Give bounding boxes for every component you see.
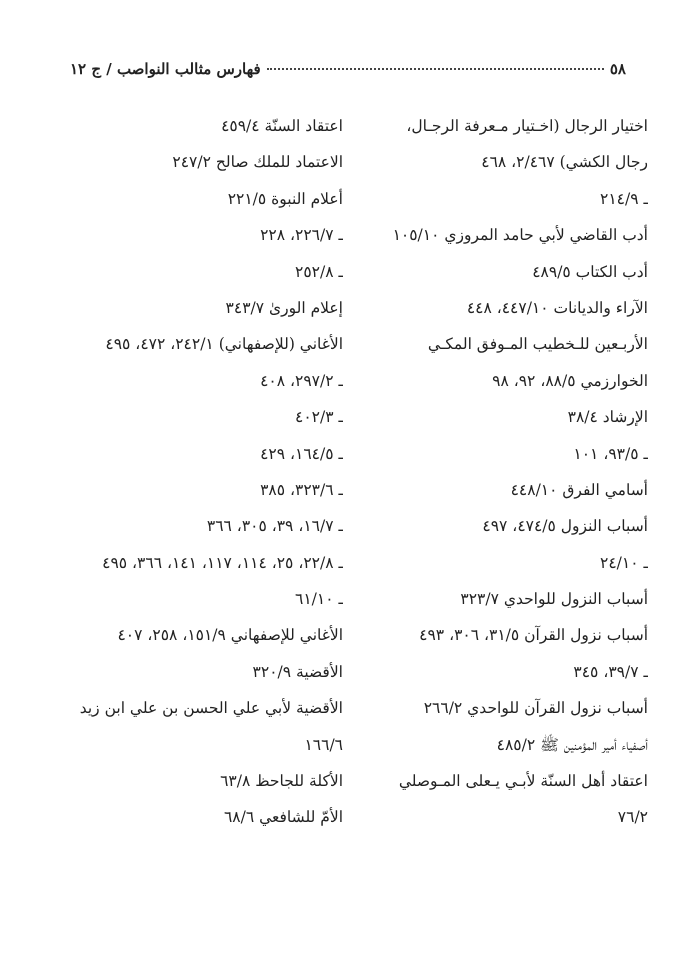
index-entry: أعلام النبوة ٢٢١/٥ — [227, 189, 343, 208]
index-entry: الخوارزمي ٨٨/٥، ٩٢، ٩٨ — [492, 371, 648, 390]
index-entry: أصفياء أمير المؤمنين ﷺ ٤٨٥/٢ — [496, 735, 648, 754]
index-entry: الأغاني (للإصفهاني) ٢٤٢/١، ٤٧٢، ٤٩٥ — [105, 335, 343, 354]
index-entry: ـ ٢٥٢/٨ — [295, 262, 343, 281]
index-entry: الأقضية ٣٢٠/٩ — [252, 662, 343, 681]
index-entry: أسباب النزول ٤٧٤/٥، ٤٩٧ — [482, 517, 648, 536]
index-entry: الأقضية لأبي علي الحسن بن علي ابن زيد — [79, 699, 343, 718]
index-entry: أدب القاضي لأبي حامد المروزي ١٠٥/١٠ — [392, 226, 648, 245]
index-entry: ٧٦/٢ — [617, 808, 648, 827]
index-entry: ـ ٩٣/٥، ١٠١ — [573, 444, 648, 463]
index-entry: ـ ٤٠٢/٣ — [295, 408, 343, 427]
index-entry: الاعتماد للملك صالح ٢٤٧/٢ — [172, 153, 343, 172]
index-entry: الأربـعين للـخطيب المـوفق المكـي — [427, 335, 648, 354]
index-entry: اعتقاد السنّة ٤٥٩/٤ — [221, 117, 343, 135]
running-title: فهارس مثالب النواصب / ج ١٢ — [70, 60, 261, 78]
index-entry: الآراء والديانات ٤٤٧/١٠، ٤٤٨ — [466, 298, 648, 317]
index-entry: الإرشاد ٣٨/٤ — [567, 408, 648, 427]
index-entry: ـ ٦١/١٠ — [295, 590, 343, 609]
index-entry: ـ ٢٤/١٠ — [600, 553, 648, 572]
index-entry: ـ ٢٢٦/٧، ٢٢٨ — [260, 226, 343, 245]
index-entry: ١٦٦/٦ — [304, 735, 343, 754]
index-entry: الأغاني للإصفهاني ١٥١/٩، ٢٥٨، ٤٠٧ — [117, 626, 343, 645]
index-entry: أسباب نزول القرآن ٣١/٥، ٣٠٦، ٤٩٣ — [419, 626, 648, 645]
index-entry: أسباب النزول للواحدي ٣٢٣/٧ — [460, 590, 648, 609]
index-entry: الأكلة للجاحظ ٦٣/٨ — [220, 772, 343, 791]
index-entry: ـ ٣٢٣/٦، ٣٨٥ — [260, 480, 343, 499]
index-entry: ـ ٢٩٧/٢، ٤٠٨ — [260, 371, 343, 390]
index-entry: اختيار الرجال (اخـتيار مـعرفة الرجـال، — [406, 117, 648, 135]
index-entry: أسامي الفرق ٤٤٨/١٠ — [510, 480, 648, 499]
index-entry: رجال الكشي) ٢/٤٦٧، ٤٦٨ — [481, 153, 648, 172]
index-entry: ـ ٣٩/٧، ٣٤٥ — [573, 662, 648, 681]
index-entry: الأمّ للشافعي ٦٨/٦ — [223, 808, 343, 827]
index-entry: ـ ١٦/٧، ٣٩، ٣٠٥، ٣٦٦ — [206, 517, 343, 536]
index-entry: ـ ٢٢/٨، ٢٥، ١١٤، ١١٧، ١٤١، ٣٦٦، ٤٩٥ — [102, 553, 343, 572]
index-column-right — [348, 108, 648, 836]
index-entry: ـ ٢١٤/٩ — [600, 189, 648, 208]
index-entry: أسباب نزول القرآن للواحدي ٢٦٦/٢ — [423, 699, 648, 718]
index-entry: إعلام الورىٰ ٣٤٣/٧ — [225, 298, 343, 317]
page-number: ٥٨ — [609, 60, 626, 78]
header-leader-dots — [267, 68, 604, 70]
index-entry: اعتقاد أهل السنّة لأبـي يـعلى المـوصلي — [398, 772, 648, 791]
page-header — [70, 60, 626, 84]
index-entry: أدب الكتاب ٤٨٩/٥ — [532, 262, 648, 281]
index-entry: ـ ١٦٤/٥، ٤٢٩ — [260, 444, 343, 463]
index-column-left — [43, 108, 343, 836]
